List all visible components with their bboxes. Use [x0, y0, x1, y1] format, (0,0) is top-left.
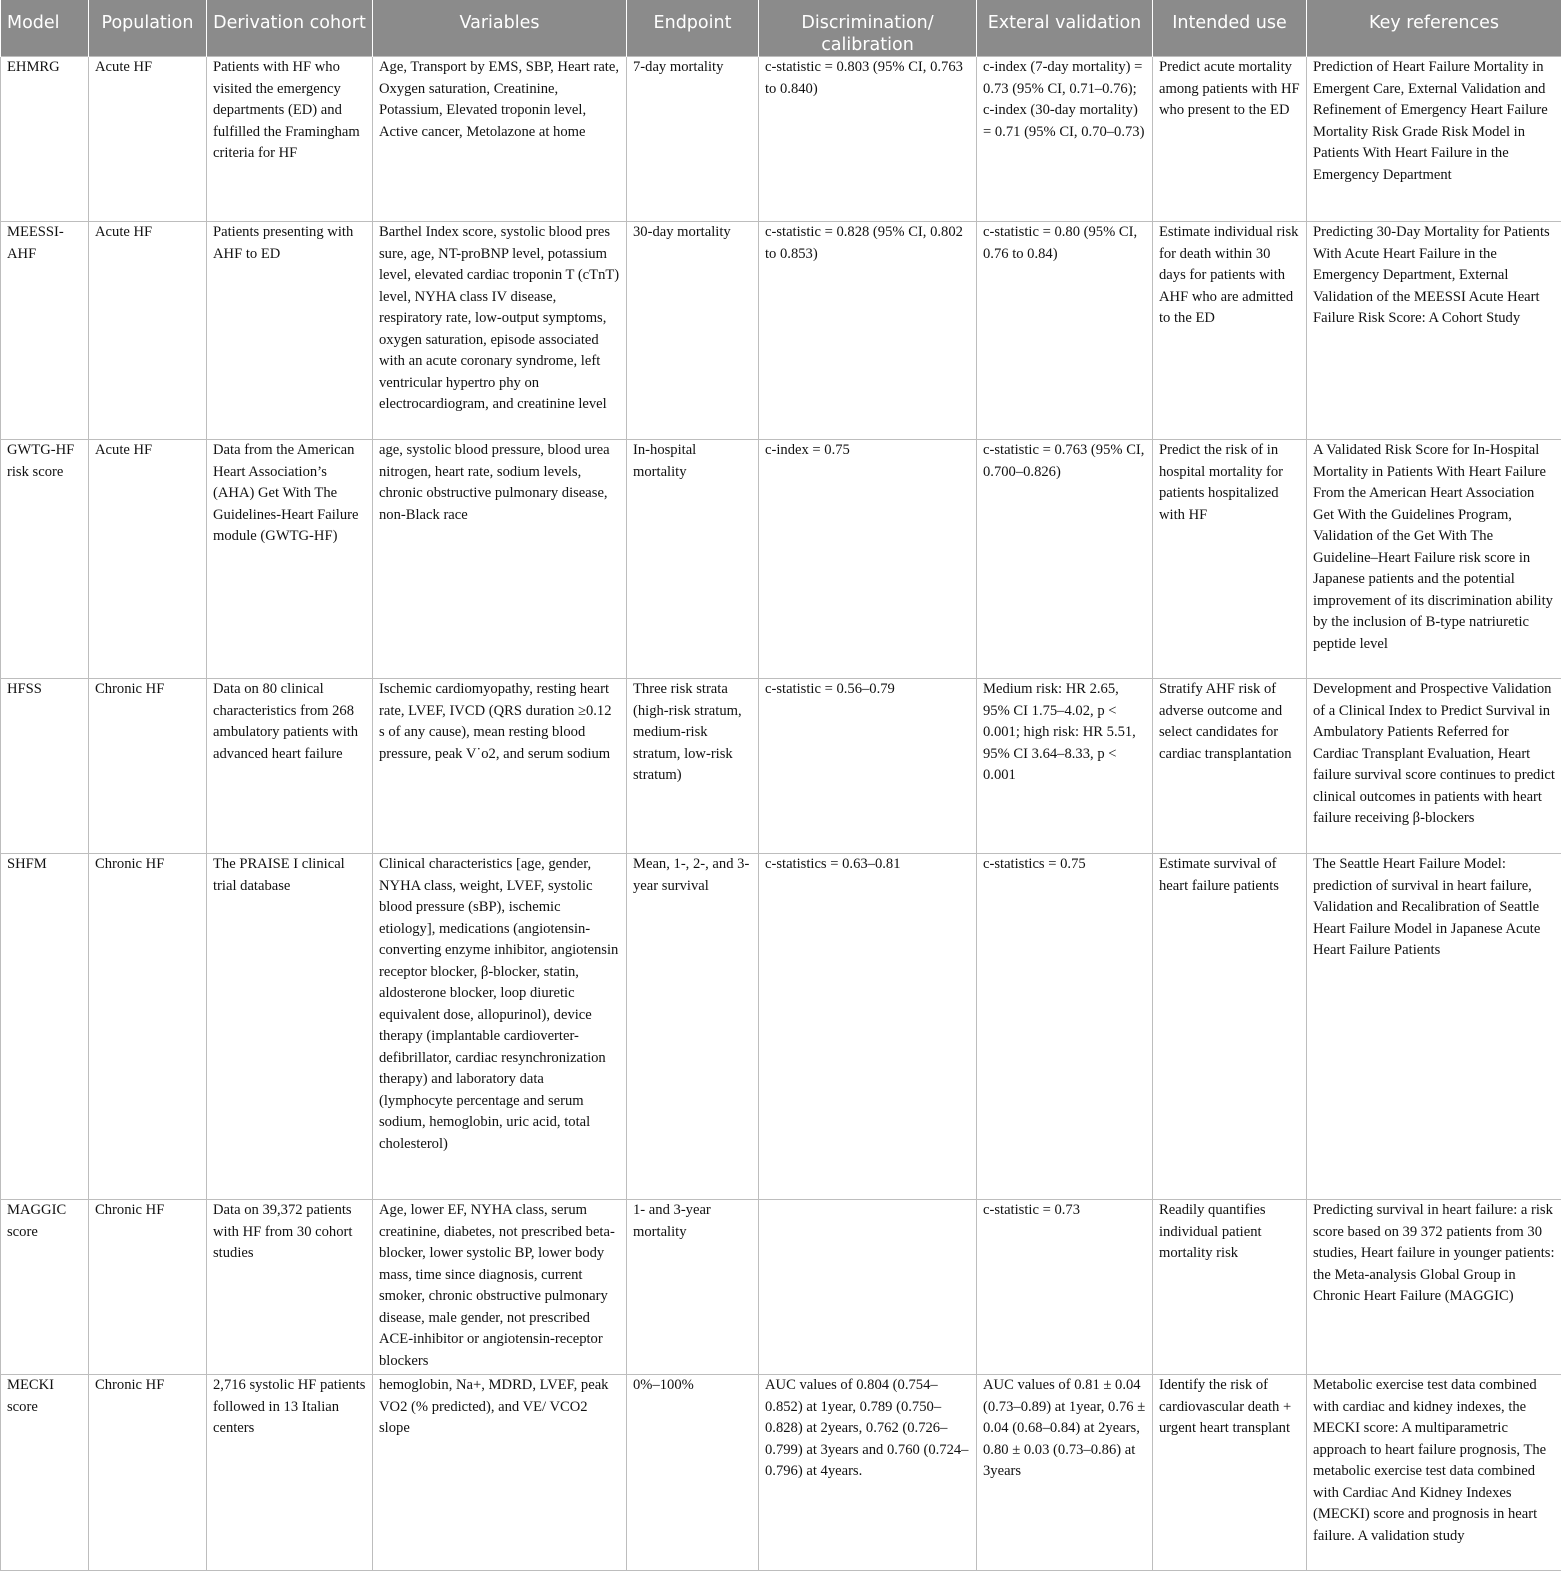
cell-discrimination: c-statistic = 0.828 (95% CI, 0.802 to 0.853): [759, 222, 977, 440]
cell-variables: Clinical characteristics [age, gender, NYHA class, weight, LVEF, systolic blood pressure (sBP), ischemic etiology], medications (angiotensin-converting enzyme inhibitor, angiotensin receptor blocker, β-blocker, statin, aldosterone blocker, loop diuretic equivalent dose, allopurinol), device therapy (implantable cardioverter-defibrillator, cardiac resynchronization therapy) and laboratory data (lymphocyte percentage and serum sodium, hemoglobin, uric acid, total cholesterol): [373, 854, 627, 1200]
cell-external: AUC values of 0.81 ± 0.04 (0.73–0.89) at 1year, 0.76 ± 0.04 (0.68–0.84) at 2years, 0.80 ± 0.03 (0.73–0.86) at 3years: [977, 1375, 1153, 1571]
cell-population: Acute HF: [89, 440, 207, 679]
cell-model: GWTG-HF risk score: [1, 440, 89, 679]
cell-population: Chronic HF: [89, 1200, 207, 1375]
header-intended-use: Intended use: [1153, 0, 1307, 57]
cell-references: Predicting survival in heart failure: a risk score based on 39 372 patients from 30 studies, Heart failure in younger patients: the Meta-analysis Global Group in Chronic Heart Failure (MAGGIC): [1307, 1200, 1561, 1375]
cell-discrimination: c-statistic = 0.56–0.79: [759, 679, 977, 854]
cell-external: c-statistic = 0.73: [977, 1200, 1153, 1375]
cell-endpoint: In-hospital mortality: [627, 440, 759, 679]
table-row: [1, 440, 1561, 679]
cell-external: Medium risk: HR 2.65, 95% CI 1.75–4.02, p < 0.001; high risk: HR 5.51, 95% CI 3.64–8.33, p < 0.001: [977, 679, 1153, 854]
header-external-validation: Exteral validation: [977, 0, 1153, 57]
header-derivation-cohort: Derivation cohort: [207, 0, 373, 57]
cell-references: Metabolic exercise test data combined with cardiac and kidney indexes, the MECKI score: A multiparametric approach to heart failure prognosis, The metabolic exercise test data combined with Cardiac And Kidney Indexes (MECKI) score and prognosis in heart failure. A validation study: [1307, 1375, 1561, 1571]
header-population: Population: [89, 0, 207, 57]
cell-references: Prediction of Heart Failure Mortality in Emergent Care, External Validation and Refinement of Emergency Heart Failure Mortality Risk Grade Risk Model in Patients With Heart Failure in the Emergency Department: [1307, 57, 1561, 222]
header-key-references: Key references: [1307, 0, 1561, 57]
header-discrimination: Discrimination/ calibration: [759, 0, 977, 57]
cell-derivation: 2,716 systolic HF patients followed in 13 Italian centers: [207, 1375, 373, 1571]
cell-population: Acute HF: [89, 222, 207, 440]
cell-variables: Barthel Index score, systolic blood pres sure, age, NT-proBNP level, potassium level, elevated cardiac troponin T (cTnT) level, NYHA class IV disease, respiratory rate, low-output symptoms, oxygen saturation, episode associated with an acute coronary syndrome, left ventricular hypertro phy on electrocardiogram, and creatinine level: [373, 222, 627, 440]
cell-endpoint: Mean, 1-, 2-, and 3-year survival: [627, 854, 759, 1200]
table-header-row: [1, 0, 1561, 57]
cell-intended: Identify the risk of cardiovascular death + urgent heart transplant: [1153, 1375, 1307, 1571]
cell-intended: Estimate survival of heart failure patients: [1153, 854, 1307, 1200]
table-row: [1, 679, 1561, 854]
cell-references: Development and Prospective Validation of a Clinical Index to Predict Survival in Ambulatory Patients Referred for Cardiac Transplant Evaluation, Heart failure survival score continues to predict clinical outcomes in patients with heart failure receiving β-blockers: [1307, 679, 1561, 854]
table-row: [1, 1375, 1561, 1571]
cell-model: SHFM: [1, 854, 89, 1200]
cell-external: c-statistics = 0.75: [977, 854, 1153, 1200]
cell-references: A Validated Risk Score for In-Hospital Mortality in Patients With Heart Failure From the American Heart Association Get With the Guidelines Program, Validation of the Get With The Guideline–Heart Failure risk score in Japanese patients and the potential improvement of its discrimination ability by the inclusion of B-type natriuretic peptide level: [1307, 440, 1561, 679]
cell-endpoint: 0%–100%: [627, 1375, 759, 1571]
cell-variables: Age, Transport by EMS, SBP, Heart rate, Oxygen saturation, Creatinine, Potassium, Elevated troponin level, Active cancer, Metolazone at home: [373, 57, 627, 222]
cell-intended: Estimate individual risk for death within 30 days for patients with AHF who are admitted to the ED: [1153, 222, 1307, 440]
cell-intended: Predict acute mortality among patients with HF who present to the ED: [1153, 57, 1307, 222]
cell-derivation: Patients presenting with AHF to ED: [207, 222, 373, 440]
header-model: Model: [1, 0, 89, 57]
header-variables: Variables: [373, 0, 627, 57]
cell-discrimination: c-statistic = 0.803 (95% CI, 0.763 to 0.840): [759, 57, 977, 222]
cell-endpoint: 7-day mortality: [627, 57, 759, 222]
cell-population: Chronic HF: [89, 854, 207, 1200]
cell-external: c-statistic = 0.80 (95% CI, 0.76 to 0.84): [977, 222, 1153, 440]
cell-population: Chronic HF: [89, 1375, 207, 1571]
cell-discrimination: AUC values of 0.804 (0.754–0.852) at 1year, 0.789 (0.750–0.828) at 2years, 0.762 (0.726–0.799) at 3years and 0.760 (0.724–0.796) at 4years.: [759, 1375, 977, 1571]
cell-external: c-statistic = 0.763 (95% CI, 0.700–0.826): [977, 440, 1153, 679]
cell-model: MAGGIC score: [1, 1200, 89, 1375]
cell-endpoint: Three risk strata (high-risk stratum, medium-risk stratum, low-risk stratum): [627, 679, 759, 854]
cell-derivation: Data on 39,372 patients with HF from 30 cohort studies: [207, 1200, 373, 1375]
table-row: [1, 854, 1561, 1200]
cell-model: MECKI score: [1, 1375, 89, 1571]
cell-discrimination: c-index = 0.75: [759, 440, 977, 679]
header-endpoint: Endpoint: [627, 0, 759, 57]
cell-population: Acute HF: [89, 57, 207, 222]
cell-intended: Stratify AHF risk of adverse outcome and select candidates for cardiac transplantation: [1153, 679, 1307, 854]
cell-intended: Predict the risk of in hospital mortality for patients hospitalized with HF: [1153, 440, 1307, 679]
cell-references: Predicting 30-Day Mortality for Patients With Acute Heart Failure in the Emergency Department, External Validation of the MEESSI Acute Heart Failure Risk Score: A Cohort Study: [1307, 222, 1561, 440]
cell-variables: age, systolic blood pressure, blood urea nitrogen, heart rate, sodium levels, chronic obstructive pulmonary disease, non-Black race: [373, 440, 627, 679]
cell-variables: Ischemic cardiomyopathy, resting heart rate, LVEF, IVCD (QRS duration ≥0.12 s of any cause), mean resting blood pressure, peak V˙o2, and serum sodium: [373, 679, 627, 854]
cell-model: MEESSI-AHF: [1, 222, 89, 440]
cell-endpoint: 1- and 3-year mortality: [627, 1200, 759, 1375]
cell-derivation: Data on 80 clinical characteristics from 268 ambulatory patients with advanced heart failure: [207, 679, 373, 854]
cell-external: c-index (7-day mortality) = 0.73 (95% CI, 0.71–0.76); c-index (30-day mortality) = 0.71 (95% CI, 0.70–0.73): [977, 57, 1153, 222]
cell-discrimination: [759, 1200, 977, 1375]
cell-endpoint: 30-day mortality: [627, 222, 759, 440]
cell-variables: Age, lower EF, NYHA class, serum creatinine, diabetes, not prescribed beta-blocker, lower systolic BP, lower body mass, time since diagnosis, current smoker, chronic obstructive pulmonary disease, male gender, not prescribed ACE-inhibitor or angiotensin-receptor blockers: [373, 1200, 627, 1375]
cell-population: Chronic HF: [89, 679, 207, 854]
cell-model: HFSS: [1, 679, 89, 854]
cell-references: The Seattle Heart Failure Model: prediction of survival in heart failure, Validation and Recalibration of Seattle Heart Failure Model in Japanese Acute Heart Failure Patients: [1307, 854, 1561, 1200]
cell-model: EHMRG: [1, 57, 89, 222]
cell-intended: Readily quantifies individual patient mortality risk: [1153, 1200, 1307, 1375]
cell-discrimination: c-statistics = 0.63–0.81: [759, 854, 977, 1200]
cell-derivation: Data from the American Heart Association’s (AHA) Get With The Guidelines-Heart Failure module (GWTG-HF): [207, 440, 373, 679]
cell-variables: hemoglobin, Na+, MDRD, LVEF, peak VO2 (% predicted), and VE/ VCO2 slope: [373, 1375, 627, 1571]
table-row: [1, 57, 1561, 222]
table-row: [1, 222, 1561, 440]
cell-derivation: The PRAISE I clinical trial database: [207, 854, 373, 1200]
cell-derivation: Patients with HF who visited the emergency departments (ED) and fulfilled the Framingham criteria for HF: [207, 57, 373, 222]
table-row: [1, 1200, 1561, 1375]
